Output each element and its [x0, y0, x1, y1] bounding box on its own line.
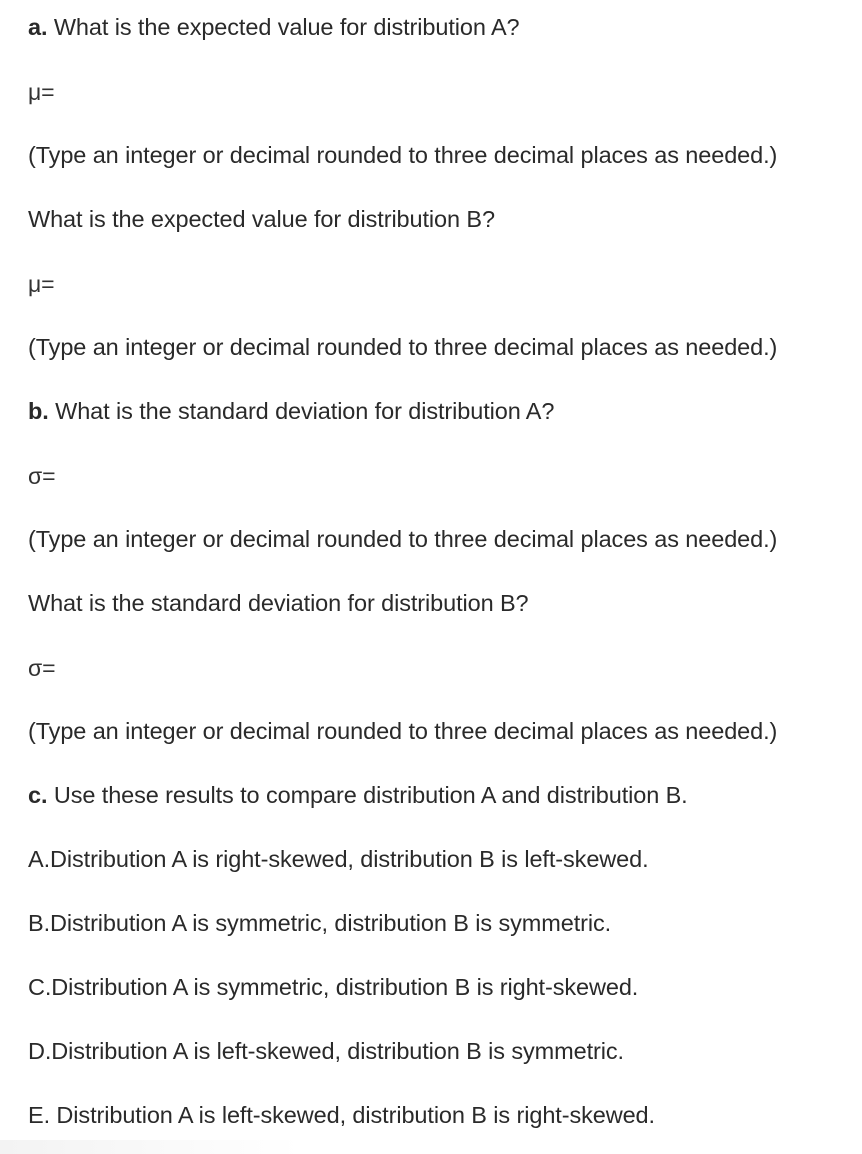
- sigma-answer-b[interactable]: σ=: [28, 655, 56, 681]
- question-b-std-dev-a: [28, 396, 554, 426]
- question-a-expected-value-a: [28, 12, 520, 42]
- hint-text: (Type an integer or decimal rounded to three decimal places as needed.): [28, 526, 778, 552]
- question-c-compare: [28, 780, 688, 810]
- question-text: Use these results to compare distribution A and distribution B.: [53, 782, 688, 808]
- question-text: What is the expected value for distribution A?: [53, 14, 520, 40]
- choice-option-e[interactable]: E. Distribution A is left-skewed, distribution B is right-skewed.: [28, 1102, 655, 1128]
- choice-option-c[interactable]: C.Distribution A is symmetric, distribution B is right-skewed.: [28, 974, 639, 1000]
- sigma-answer-a[interactable]: σ=: [28, 463, 56, 489]
- part-label: c.: [28, 782, 48, 808]
- hint-text: (Type an integer or decimal rounded to three decimal places as needed.): [28, 142, 778, 168]
- question-expected-value-b: What is the expected value for distribution B?: [28, 206, 495, 232]
- part-label: a.: [28, 14, 48, 40]
- mu-answer-b[interactable]: μ=: [28, 271, 55, 297]
- question-text: What is the standard deviation for distribution A?: [55, 398, 555, 424]
- bottom-shadow: [0, 1140, 300, 1154]
- part-label: b.: [28, 398, 49, 424]
- hint-text: (Type an integer or decimal rounded to three decimal places as needed.): [28, 334, 778, 360]
- hint-text: (Type an integer or decimal rounded to three decimal places as needed.): [28, 718, 778, 744]
- choice-option-d[interactable]: D.Distribution A is left-skewed, distribution B is symmetric.: [28, 1038, 624, 1064]
- mu-answer-a[interactable]: μ=: [28, 79, 55, 105]
- question-std-dev-b: What is the standard deviation for distribution B?: [28, 590, 529, 616]
- choice-option-a[interactable]: A.Distribution A is right-skewed, distribution B is left-skewed.: [28, 846, 649, 872]
- choice-option-b[interactable]: B.Distribution A is symmetric, distribution B is symmetric.: [28, 910, 612, 936]
